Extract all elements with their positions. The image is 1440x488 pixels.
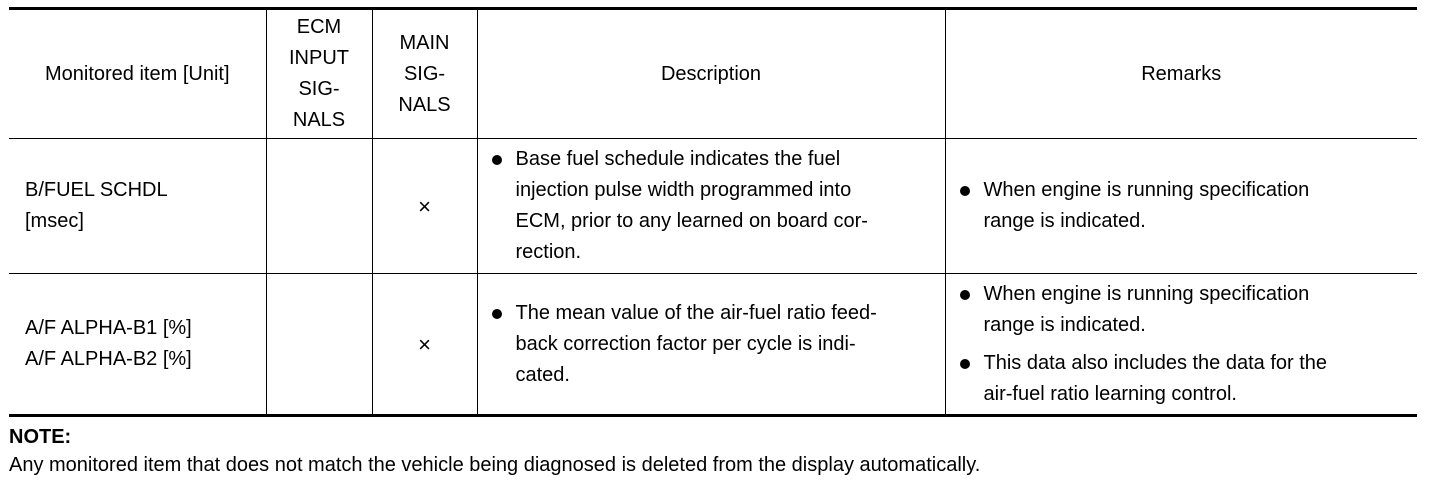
monitored-item-line: B/FUEL SCHDL — [25, 179, 168, 201]
header-ecm-line: INPUT — [289, 47, 349, 69]
note-title: NOTE: — [9, 426, 72, 448]
ecm-input-signals-cell — [266, 274, 372, 416]
remarks-line: range is indicated. — [983, 313, 1146, 336]
remarks-bullet — [960, 279, 1410, 341]
description-line: Base fuel schedule indicates the fuel — [515, 148, 841, 170]
header-monitored-item: Monitored item [Unit] — [9, 9, 266, 139]
remarks-line: range is indicated. — [983, 210, 1146, 232]
monitored-item-cell — [9, 139, 266, 274]
header-main-line: SIG- — [403, 62, 446, 85]
bullet-icon — [960, 186, 970, 196]
monitored-item-line: [msec] — [25, 210, 84, 232]
header-main-signals — [372, 9, 477, 139]
table-row — [9, 139, 1417, 274]
remarks-line: When engine is running specification — [983, 282, 1310, 305]
bullet-icon — [960, 290, 970, 300]
remarks-bullet — [960, 175, 1410, 237]
description-line: ECM, prior to any learned on board cor- — [515, 210, 868, 232]
description-bullet — [492, 298, 937, 391]
description-line: cated. — [515, 363, 570, 386]
bullet-icon — [492, 309, 502, 319]
description-line: injection pulse width programmed into — [515, 179, 852, 201]
ecm-input-signals-cell — [266, 139, 372, 274]
remarks-bullet — [960, 348, 1410, 410]
remarks-cell — [945, 274, 1417, 416]
monitored-item-cell — [9, 274, 266, 416]
header-main-line: NALS — [398, 93, 451, 116]
description-bullet — [492, 144, 937, 268]
description-cell — [477, 139, 945, 274]
description-list — [478, 298, 945, 391]
description-line: The mean value of the air-fuel ratio feed- — [515, 301, 877, 324]
remarks-list — [946, 279, 1418, 410]
remarks-line: When engine is running specification — [983, 179, 1310, 201]
header-ecm-line: NALS — [292, 109, 346, 131]
note-section — [9, 424, 1429, 480]
remarks-line: air-fuel ratio learning control. — [983, 382, 1237, 405]
bullet-icon — [960, 359, 970, 369]
header-main-line: MAIN — [399, 31, 450, 54]
remarks-line: This data also includes the data for the — [983, 351, 1328, 374]
monitored-item-line: A/F ALPHA-B1 [%] — [25, 317, 192, 339]
description-cell — [477, 274, 945, 416]
description-line: back correction factor per cycle is indi- — [515, 332, 856, 355]
description-line: rection. — [515, 241, 582, 263]
remarks-cell — [945, 139, 1417, 274]
header-description: Description — [477, 9, 945, 139]
bullet-icon — [492, 155, 502, 165]
header-ecm-line: SIG- — [298, 78, 340, 100]
main-signals-cell: × — [372, 139, 477, 274]
header-ecm-line: ECM — [296, 16, 342, 38]
description-list — [478, 144, 945, 268]
header-remarks: Remarks — [945, 9, 1417, 139]
header-ecm-input-signals — [266, 9, 372, 139]
main-signals-cell: × — [372, 274, 477, 416]
note-text: Any monitored item that does not match the vehicle being diagnosed is deleted from the display automatically. — [9, 454, 981, 476]
monitored-item-line: A/F ALPHA-B2 [%] — [25, 348, 192, 370]
table-header-row — [9, 9, 1417, 139]
monitored-items-table — [9, 7, 1417, 417]
remarks-list — [946, 175, 1418, 237]
table-row — [9, 274, 1417, 416]
